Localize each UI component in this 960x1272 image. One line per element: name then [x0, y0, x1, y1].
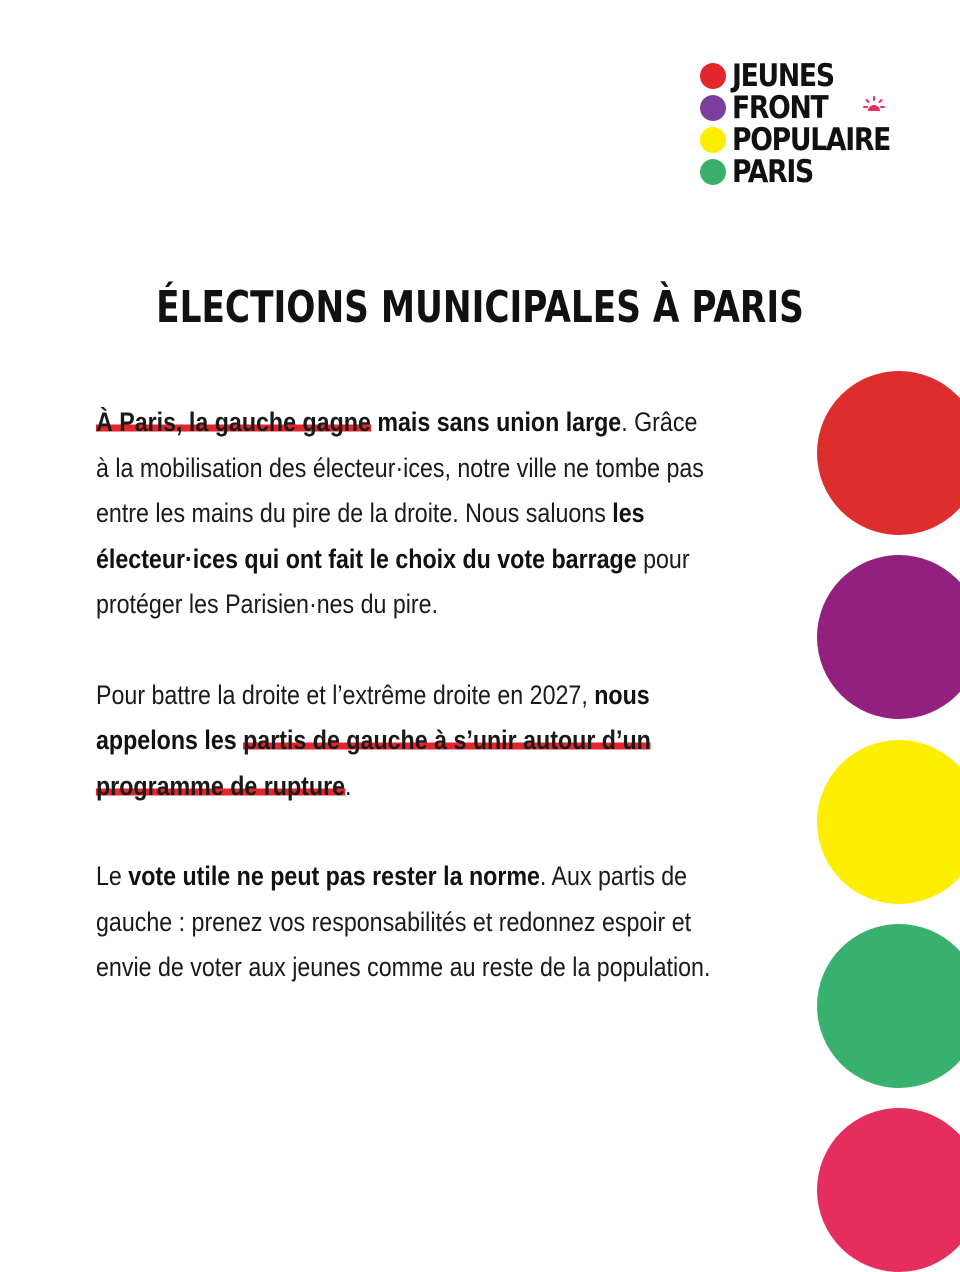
sun-icon	[863, 96, 885, 118]
body-text: . Aux partis de gauche : prenez vos responsabilités et redonnez espoir et envie de voter aux jeunes comme au reste de la population.	[96, 861, 711, 982]
logo-word-populaire: POPULAIRE	[732, 122, 891, 158]
bold-text: nous appelons les	[96, 679, 650, 755]
decor-circle-yellow	[817, 740, 960, 904]
bold-text: vote utile ne peut pas rester la norme	[128, 861, 540, 891]
logo-word-paris: PARIS	[732, 154, 813, 190]
logo-row-2	[700, 92, 843, 124]
logo-row-3	[700, 124, 916, 156]
paragraph-3	[96, 854, 715, 991]
logo-dot-purple	[700, 95, 726, 121]
jfp-paris-logo	[700, 60, 940, 195]
body-text: Le	[96, 861, 129, 891]
logo-word-front: FRONT	[732, 90, 828, 126]
bold-text: les électeur·ices qui ont fait le choix du vote barrage	[96, 498, 645, 574]
bold-text: mais sans union large	[370, 407, 622, 437]
paragraph-2	[96, 673, 715, 810]
page-title: ÉLECTIONS MUNICIPALES À PARIS	[156, 282, 804, 333]
statement-body	[96, 400, 746, 991]
decor-circle-pink	[817, 1108, 960, 1272]
body-text: . Grâce à la mobilisation des électeur·ices, notre ville ne tombe pas entre les mains du pire de la droite. Nous saluons	[96, 407, 704, 528]
body-text: Pour battre la droite et l’extrême droite en 2027,	[96, 679, 595, 710]
highlight-text: À Paris, la gauche gagne	[96, 407, 371, 437]
decor-circle-purple	[817, 555, 960, 719]
body-text: pour protéger les Parisien·nes du pire.	[96, 543, 690, 619]
logo-dot-red	[700, 63, 726, 89]
logo-row-1	[700, 60, 850, 92]
paragraph-1	[96, 400, 715, 628]
logo-dot-yellow	[700, 127, 726, 153]
highlight-text: partis de gauche à s’unir autour d’un programme de rupture	[96, 725, 651, 801]
decor-circle-green	[817, 924, 960, 1088]
body-text: .	[345, 770, 352, 801]
logo-dot-green	[700, 159, 726, 185]
decor-circle-red	[817, 371, 960, 535]
logo-row-4	[700, 156, 826, 188]
logo-word-jeunes: JEUNES	[732, 58, 834, 94]
